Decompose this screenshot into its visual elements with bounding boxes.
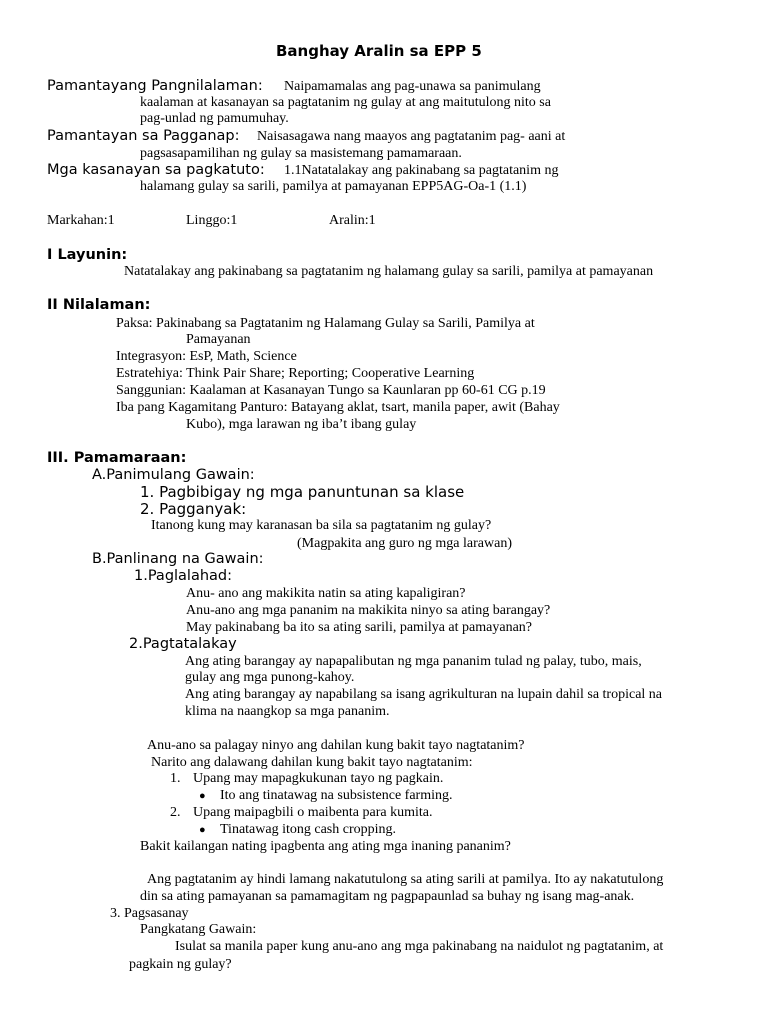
- bullet-icon: ●: [199, 824, 206, 836]
- step-b3: 3. Pagsasanay: [110, 906, 189, 921]
- performance-standard-line: Naisasagawa nang maayos ang pagtatanim pag- aani at: [257, 129, 566, 144]
- sell-question: Bakit kailangan nating ipagbenta ang ating mga inaning pananim?: [140, 839, 511, 854]
- group-task-line: pagkain ng gulay?: [129, 957, 232, 972]
- nilalaman-line: Pamayanan: [186, 332, 251, 347]
- reason-bullet-text: Ito ang tinatawag na subsistence farming.: [220, 788, 453, 803]
- paglalahad-question: Anu-ano ang mga pananim na makikita ninyo sa ating barangay?: [186, 603, 551, 618]
- performance-standard-label: Pamantayan sa Pagganap:: [47, 128, 240, 144]
- pagtatalakay-line: klima na naangkop sa mga pananim.: [185, 704, 390, 719]
- markahan: Markahan:1: [47, 213, 115, 228]
- content-standard-line: pag-unlad ng pamumuhay.: [140, 111, 289, 126]
- competency-line: halamang gulay sa sarili, pamilya at pamayanan EPP5AG-Oa-1 (1.1): [140, 179, 527, 194]
- why-question: Anu-ano sa palagay ninyo ang dahilan kung bakit tayo nagtatanim?: [147, 738, 525, 753]
- page-title: Banghay Aralin sa EPP 5: [276, 42, 482, 60]
- layunin-heading: I Layunin:: [47, 247, 128, 263]
- layunin-text: Natatalakay ang pakinabang sa pagtatanim ng halamang gulay sa sarili, pamilya at pamayanan: [124, 264, 654, 279]
- nilalaman-heading: II Nilalaman:: [47, 297, 151, 313]
- content-standard-line: kaalaman at kasanayan sa pagtatanim ng gulay at ang maitutulong nito sa: [140, 95, 551, 110]
- nilalaman-line: Sanggunian: Kaalaman at Kasanayan Tungo sa Kaunlaran pp 60-61 CG p.19: [116, 383, 546, 398]
- nilalaman-line: Iba pang Kagamitang Panturo: Batayang aklat, tsart, manila paper, awit (Bahay: [116, 400, 560, 415]
- paglalahad-question: May pakinabang ba ito sa ating sarili, pamilya at pamayanan?: [186, 620, 532, 635]
- competency-label: Mga kasanayan sa pagkatuto:: [47, 162, 265, 178]
- aralin: Aralin:1: [329, 213, 376, 228]
- reason-text: Upang maipagbili o maibenta para kumita.: [193, 805, 433, 820]
- why-intro: Narito ang dalawang dahilan kung bakit tayo nagtatanim:: [151, 755, 473, 770]
- pamamaraan-heading: III. Pamamaraan:: [47, 450, 187, 466]
- bullet-icon: ●: [199, 790, 206, 802]
- paglalahad-question: Anu- ano ang makikita natin sa ating kapaligiran?: [186, 586, 466, 601]
- pangkatang-gawain-heading: Pangkatang Gawain:: [140, 922, 257, 937]
- pagtatalakay-line: gulay ang mga punong-kahoy.: [185, 670, 355, 685]
- group-task-line: Isulat sa manila paper kung anu-ano ang mga pakinabang na naidulot ng pagtatanim, at: [175, 939, 664, 954]
- nilalaman-line: Paksa: Pakinabang sa Pagtatanim ng Halamang Gulay sa Sarili, Pamilya at: [116, 316, 535, 331]
- nilalaman-line: Estratehiya: Think Pair Share; Reporting; Cooperative Learning: [116, 366, 475, 381]
- nilalaman-line: Kubo), mga larawan ng iba’t ibang gulay: [186, 417, 417, 432]
- linggo: Linggo:1: [186, 213, 238, 228]
- pagganyak-question: Itanong kung may karanasan ba sila sa pagtatanim ng gulay?: [151, 518, 492, 533]
- panimulang-gawain-heading: A.Panimulang Gawain:: [92, 467, 255, 483]
- step-a2: 2. Pagganyak:: [140, 500, 247, 518]
- reason-text: Upang may mapagkukunan tayo ng pagkain.: [193, 771, 444, 786]
- summary-line: Ang pagtatanim ay hindi lamang nakatutulong sa ating sarili at pamilya. Ito ay nakatutulong: [147, 872, 664, 887]
- competency-line: 1.1Natatalakay ang pakinabang sa pagtatanim ng: [284, 163, 559, 178]
- reason-number: 2.: [170, 805, 181, 820]
- pagtatalakay-line: Ang ating barangay ay napapalibutan ng mga pananim tulad ng palay, tubo, mais,: [185, 654, 642, 669]
- pagganyak-note: (Magpakita ang guro ng mga larawan): [297, 536, 512, 551]
- step-a1: 1. Pagbibigay ng mga panuntunan sa klase: [140, 483, 465, 501]
- nilalaman-line: Integrasyon: EsP, Math, Science: [116, 349, 297, 364]
- panlinang-gawain-heading: B.Panlinang na Gawain:: [92, 551, 264, 567]
- reason-number: 1.: [170, 771, 181, 786]
- pagtatalakay-line: Ang ating barangay ay napabilang sa isang agrikulturan na lupain dahil sa tropical na: [185, 687, 663, 702]
- step-b1: 1.Paglalahad:: [134, 568, 233, 584]
- reason-bullet-text: Tinatawag itong cash cropping.: [220, 822, 397, 837]
- performance-standard-line: pagsasapamilihan ng gulay sa masistemang pamamaraan.: [140, 146, 462, 161]
- content-standard-label: Pamantayang Pangnilalaman:: [47, 78, 263, 94]
- summary-line: din sa ating pamayanan sa pamamagitam ng pagpapaunlad sa buhay ng isang mag-anak.: [140, 889, 635, 904]
- step-b2: 2.Pagtatalakay: [129, 636, 237, 652]
- content-standard-line: Naipamamalas ang pag-unawa sa panimulang: [284, 79, 541, 94]
